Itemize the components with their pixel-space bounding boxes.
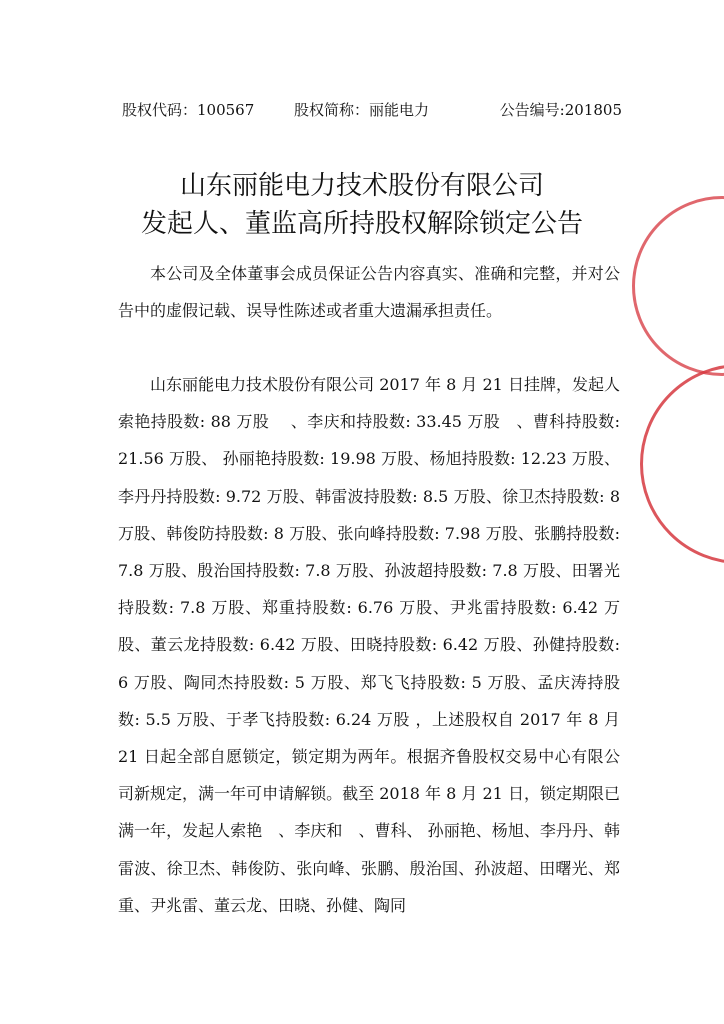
document-header [122,98,622,122]
stock-code: 股权代码：100567 [122,101,255,119]
disclaimer-paragraph: 本公司及全体董事会成员保证公告内容真实、准确和完整，并对公告中的虚假记载、误导性陈述或者重大遗漏承担责任。 [118,264,620,320]
announcement-number: 公告编号:201805 [499,101,622,119]
document-title-line-2: 发起人、董监高所持股权解除锁定公告 [140,209,583,239]
body-paragraph: 山东丽能电力技术股份有限公司 2017 年 8 月 21 日挂牌，发起人索艳持股数: 88 万股 、李庆和持股数: 33.45 万股 、曹科持股数: 21.56 万股、 孙丽艳持股数: 19.98 万股、杨旭持股数: 12.23 万股、李丹丹持股数: 9.72 万股、韩雷波持股数: 8.5 万股、徐卫杰持股数: 8 万股、韩俊防持股数: 8 万股、张向峰持股数: 7.98 万股、张鹏持股数: 7.8 万股、殷治国持股数: 7.8 万股、孙波超持股数: 7.8 万股、田署光持股数: 7.8 万股、郑重持股数: 6.76 万股、尹兆雷持股数: 6.42 万股、董云龙持股数: 6.42 万股、田晓持股数: 6.42 万股、孙健持股数: 6 万股、陶同杰持股数: 5 万股、郑飞飞持股数: 5 万股、孟庆涛持股数: 5.5 万股、于孝飞持股数: 6.24 万股 ，上述股权自 2017 年 8 月 21 日起全部自愿锁定，锁定期为两年。根据齐鲁股权交易中心有限公司新规定，满一年可申请解锁。截至 2018 年 8 月 21 日，锁定期限已满一年，发起人索艳 、李庆和 、曹科、 孙丽艳、杨旭、李丹丹、韩雷波、徐卫杰、韩俊防、张向峰、张鹏、殷治国、孙波超、田曙光、郑重、尹兆雷、董云龙、田晓、孙健、陶同 [118,375,626,915]
document-title-line-1: 山东丽能电力技术股份有限公司 [179,171,544,201]
company-seal-icon [640,364,724,564]
stock-abbreviation: 股权简称：丽能电力 [294,101,430,119]
